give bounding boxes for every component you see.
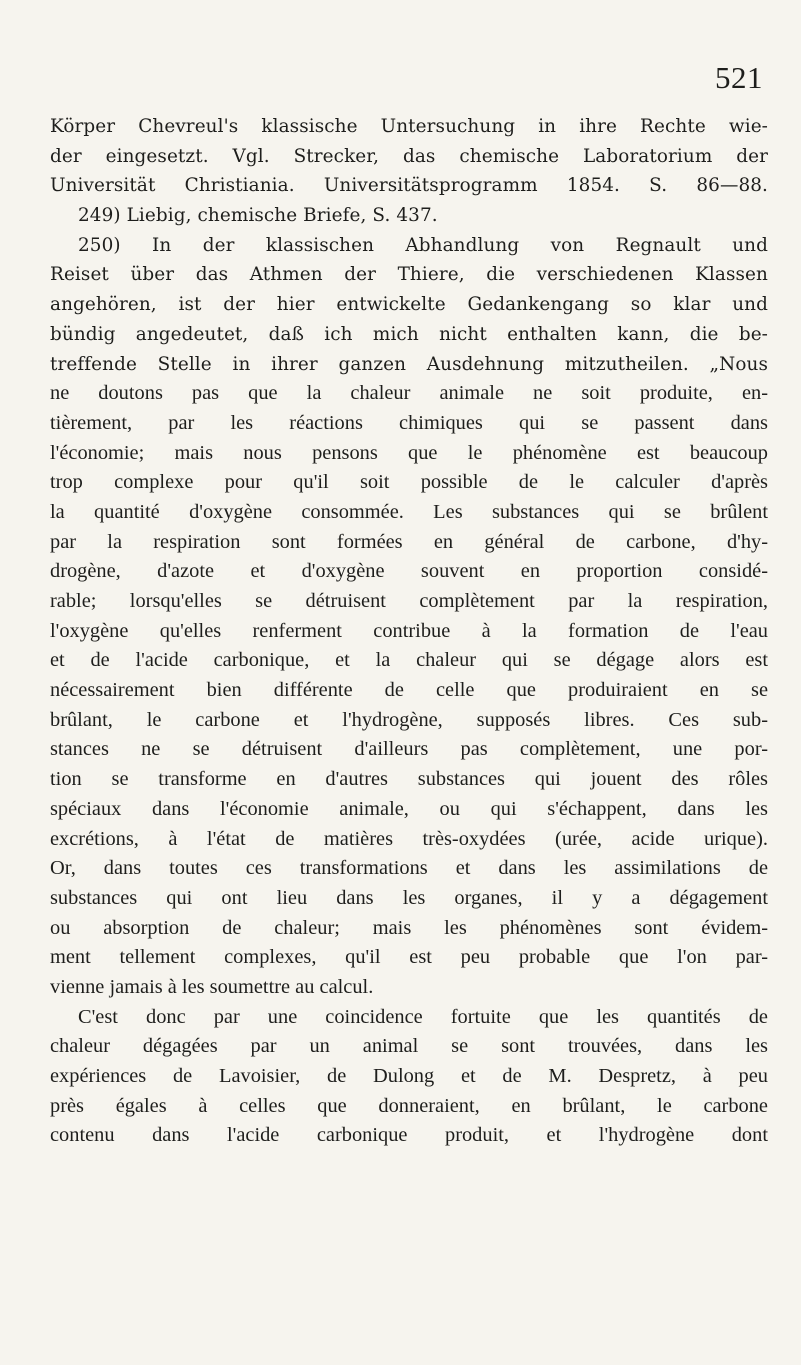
text-line: chaleur dégagées par un animal se sont trouvées, dans les <box>50 1035 768 1058</box>
text-line: expériences de Lavoisier, de Dulong et de M. Despretz, à peu <box>50 1065 768 1087</box>
text-line: par la respiration sont formées en général de carbone, d'hy- <box>50 530 768 553</box>
text-line: la quantité d'oxygène consommée. Les substances qui se brûlent <box>50 500 768 523</box>
text-line: 250) In der klassischen Abhandlung von Regnault und <box>78 234 768 256</box>
text-line: Universität Christiania. Universitätsprogramm 1854. S. 86—88. <box>50 175 768 197</box>
text-line: 249) Liebig, chemische Briefe, S. 437. <box>78 205 438 227</box>
text-line: Körper Chevreul's klassische Untersuchung in ihre Rechte wie- <box>50 116 768 137</box>
text-line: stances ne se détruisent d'ailleurs pas complètement, une por- <box>50 738 768 761</box>
text-line: contenu dans l'acide carbonique produit, et l'hydrogène dont <box>50 1124 768 1147</box>
page-number: 521 <box>715 60 763 95</box>
footnote-text-block <box>50 112 768 1151</box>
text-line: l'oxygène qu'elles renferment contribue à la formation de l'eau <box>50 619 768 642</box>
text-line: ne doutons pas que la chaleur animale ne soit produite, en- <box>50 382 768 405</box>
text-line: trop complexe pour qu'il soit possible de le calculer d'après <box>50 471 768 494</box>
text-line: excrétions, à l'état de matières très-oxydées (urée, acide urique). <box>50 827 768 850</box>
text-line: brûlant, le carbone et l'hydrogène, supposés libres. Ces sub- <box>50 708 768 731</box>
text-line: rable; lorsqu'elles se détruisent complètement par la respiration, <box>50 590 768 612</box>
text-line: Or, dans toutes ces transformations et dans les assimilations de <box>50 857 768 880</box>
text-line: l'économie; mais nous pensons que le phénomène est beaucoup <box>50 441 768 464</box>
text-line: treffende Stelle in ihrer ganzen Ausdehnung mitzutheilen. „Nous <box>50 353 768 375</box>
text-line: tièrement, par les réactions chimiques qui se passent dans <box>50 411 768 434</box>
text-line: vienne jamais à les soumettre au calcul. <box>50 975 374 998</box>
text-line: spéciaux dans l'économie animale, ou qui s'échappent, dans les <box>50 797 768 820</box>
text-line: et de l'acide carbonique, et la chaleur qui se dégage alors est <box>50 649 768 672</box>
text-line: Reiset über das Athmen der Thiere, die verschiedenen Klassen <box>50 264 768 286</box>
text-line: C'est donc par une coincidence fortuite que les quantités de <box>78 1005 768 1028</box>
text-line: der eingesetzt. Vgl. Strecker, das chemische Laboratorium der <box>50 145 768 167</box>
text-line: bündig angedeutet, daß ich mich nicht enthalten kann, die be- <box>50 323 768 345</box>
text-line: tion se transforme en d'autres substances qui jouent des rôles <box>50 768 768 791</box>
text-line: près égales à celles que donneraient, en brûlant, le carbone <box>50 1094 768 1117</box>
text-line: drogène, d'azote et d'oxygène souvent en proportion considé- <box>50 560 768 583</box>
text-line: ment tellement complexes, qu'il est peu probable que l'on par- <box>50 946 768 969</box>
text-line: nécessairement bien différente de celle que produiraient en se <box>50 679 768 702</box>
text-line: substances qui ont lieu dans les organes, il y a dégagement <box>50 886 768 909</box>
text-line: ou absorption de chaleur; mais les phénomènes sont évidem- <box>50 916 768 939</box>
text-line: angehören, ist der hier entwickelte Gedankengang so klar und <box>50 294 768 316</box>
